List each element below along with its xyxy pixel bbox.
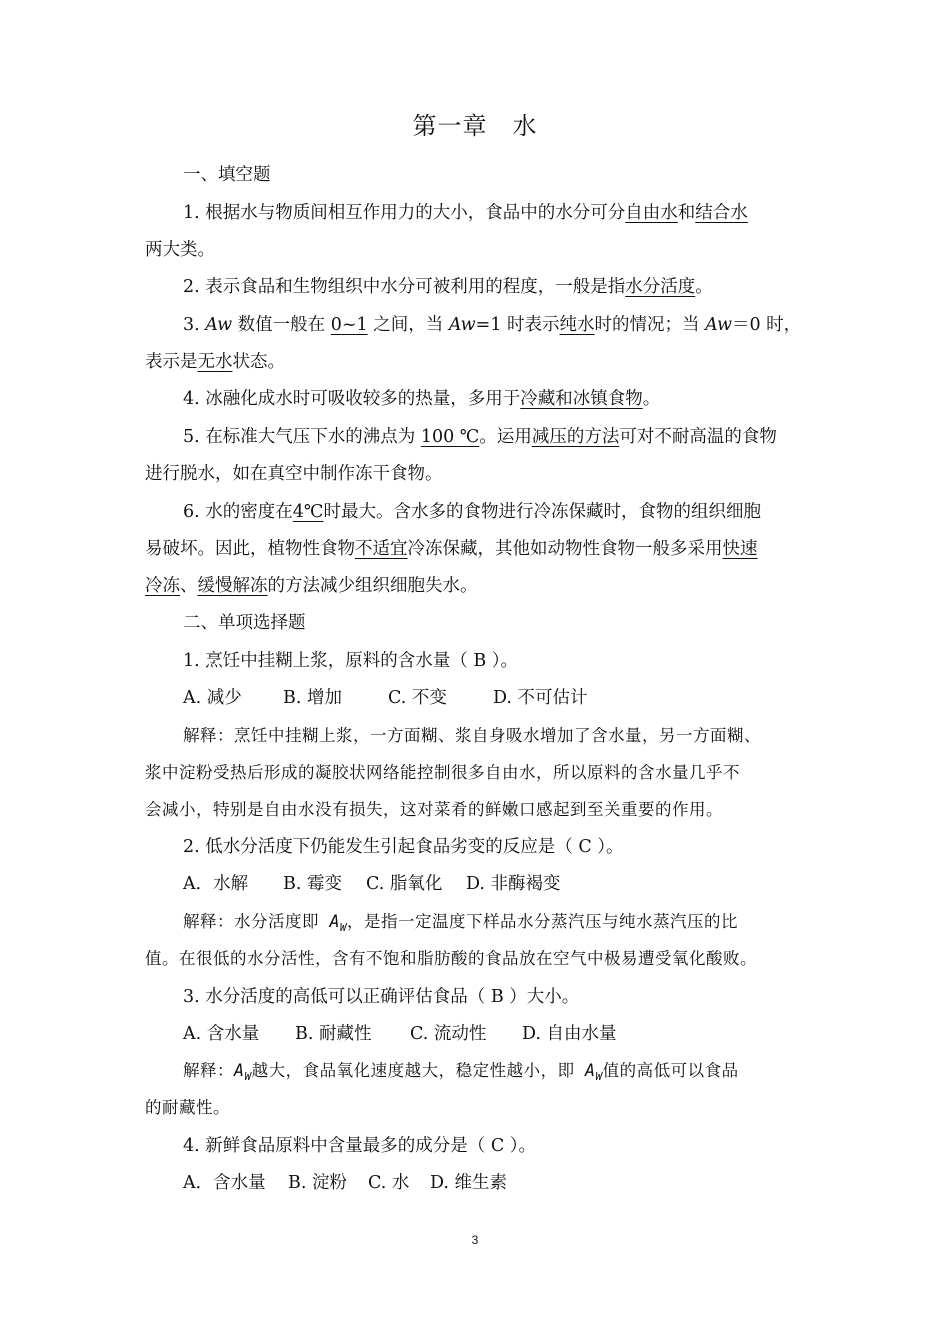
answer-blank: 0~1 <box>330 315 368 335</box>
answer-blank: 纯水 <box>559 315 595 335</box>
answer-blank: 冷藏和冰镇食物 <box>520 389 643 409</box>
question-5-line-2: 进行脱水，如在真空中制作冻干食物。 <box>145 464 443 484</box>
answer-blank: 冷冻 <box>145 576 180 596</box>
option: A．水解 <box>183 874 249 894</box>
option: C. 水 <box>368 1173 410 1193</box>
answer-blank: 100 ℃ <box>420 427 480 447</box>
option: A. 减少 <box>183 688 242 708</box>
answer-blank: 不适宜 <box>355 539 408 559</box>
section-heading-fill-in: 一、填空题 <box>183 165 271 185</box>
mc-options-3 <box>183 1021 810 1047</box>
question-1-line-1: 1. 根据水与物质间相互作用力的大小，食品中的水分可分自由水和结合水 <box>183 203 748 223</box>
answer-blank: 自由水 <box>625 203 678 223</box>
answer-blank: 4℃ <box>292 502 324 522</box>
mc-options-2 <box>183 871 810 897</box>
answer-blank: 快速 <box>722 539 758 559</box>
question-6-line-2: 易破坏。因此，植物性食物不适宜冷冻保藏，其他如动物性食物一般多采用快速 <box>145 539 758 559</box>
answer-blank: 结合水 <box>695 203 748 223</box>
page-number: 3 <box>471 1233 479 1247</box>
option: D. 自由水量 <box>522 1024 617 1044</box>
mc-question-1: 1. 烹饪中挂糊上浆，原料的含水量（ B ）。 <box>183 651 518 671</box>
question-3-line-2: 表示是无水状态。 <box>145 352 285 372</box>
explanation-1-line-1: 解释：烹饪中挂糊上浆，一方面糊、浆自身吸水增加了含水量，另一方面糊、 <box>183 726 761 745</box>
question-4: 4. 冰融化成水时可吸收较多的热量，多用于冷藏和冰镇食物。 <box>183 389 661 409</box>
question-6-line-3: 冷冻、缓慢解冻的方法减少组织细胞失水。 <box>145 576 478 596</box>
explanation-1-line-2: 浆中淀粉受热后形成的凝胶状网络能控制很多自由水，所以原料的含水量几乎不 <box>145 763 740 782</box>
chapter-title: 第一章 水 <box>412 112 538 140</box>
option: B. 耐藏性 <box>295 1024 372 1044</box>
explanation-3-line-2: 的耐藏性。 <box>145 1098 230 1117</box>
option: A．含水量 <box>183 1173 266 1193</box>
option: B. 增加 <box>283 688 342 708</box>
mc-question-4: 4. 新鲜食品原料中含量最多的成分是（ C ）。 <box>183 1136 537 1156</box>
mc-question-2: 2. 低水分活度下仍能发生引起食品劣变的反应是（ C ）。 <box>183 837 624 857</box>
option: D. 非酶褐变 <box>466 874 561 894</box>
option: D. 不可估计 <box>493 688 588 708</box>
explanation-1-line-3: 会减小，特别是自由水没有损失，这对菜肴的鲜嫩口感起到至关重要的作用。 <box>145 800 723 819</box>
option: C. 脂氧化 <box>366 874 443 894</box>
option: B. 霉变 <box>283 874 342 894</box>
option: A. 含水量 <box>183 1024 260 1044</box>
option: D. 维生素 <box>430 1173 508 1193</box>
option: C. 不变 <box>388 688 447 708</box>
question-2: 2. 表示食品和生物组织中水分可被利用的程度，一般是指水分活度。 <box>183 277 713 297</box>
section-heading-multiple-choice: 二、单项选择题 <box>183 613 306 633</box>
option: C. 流动性 <box>410 1024 487 1044</box>
explanation-3-line-1: 解释：$A_W$越大，食品氧化速度越大，稳定性越小，即 $A_W$值的高低可以食品 <box>183 1061 739 1083</box>
answer-blank: 减压的方法 <box>531 427 620 447</box>
question-3-line-1: 3. Aw 数值一般在 0~1 之间，当 Aw=1 时表示纯水时的情况；当 Aw＝0 时， <box>183 315 802 335</box>
mc-question-3: 3. 水分活度的高低可以正确评估食品（ B ）大小。 <box>183 987 580 1007</box>
question-1-line-2: 两大类。 <box>145 240 215 260</box>
question-5-line-1: 5. 在标准大气压下水的沸点为 100 ℃。运用减压的方法可对不耐高温的食物 <box>183 427 777 447</box>
question-6-line-1: 6. 水的密度在4℃时最大。含水多的食物进行冷冻保藏时，食物的组织细胞 <box>183 502 761 522</box>
answer-blank: 水分活度 <box>625 277 696 297</box>
mc-options-1 <box>183 685 810 711</box>
explanation-2-line-2: 值。在很低的水分活性，含有不饱和脂肪酸的食品放在空气中极易遭受氧化酸败。 <box>145 949 757 968</box>
mc-options-4 <box>183 1170 810 1196</box>
option: B. 淀粉 <box>288 1173 347 1193</box>
answer-blank: 缓慢解冻 <box>197 576 268 596</box>
explanation-2-line-1: 解释：水分活度即 $A_W$，是指一定温度下样品水分蒸汽压与纯水蒸汽压的比 <box>183 912 738 934</box>
answer-blank: 无水 <box>197 352 233 372</box>
